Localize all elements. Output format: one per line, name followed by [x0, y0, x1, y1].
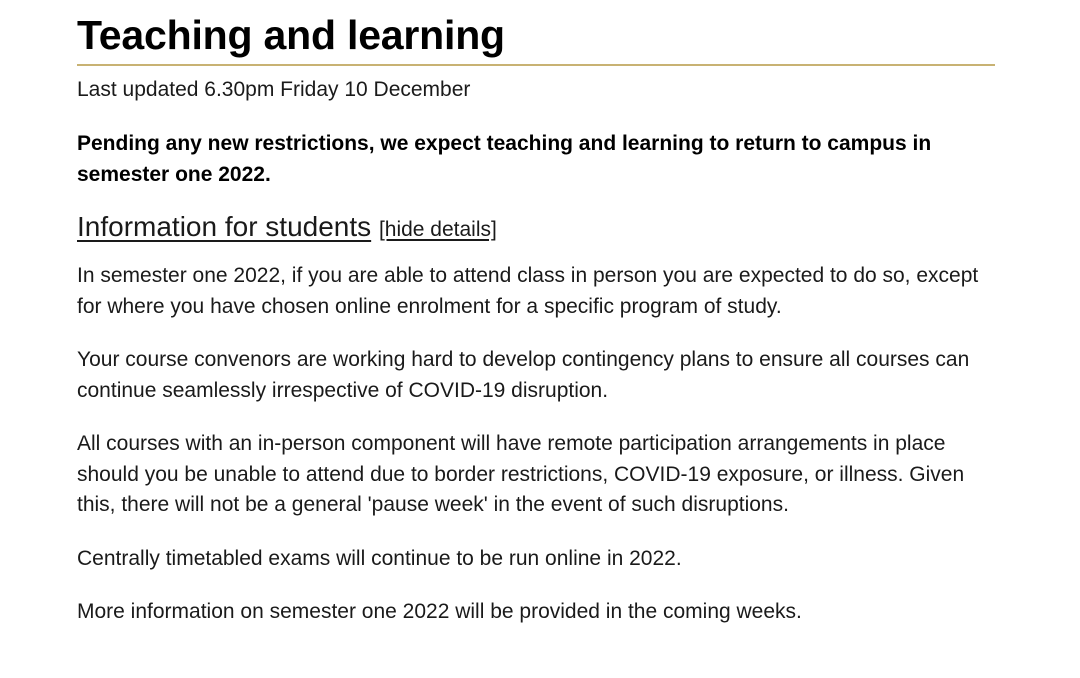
paragraph-remote-participation: All courses with an in-person component will have remote participation arrangements in place should you be unable to attend due to border restrictions, COVID-19 exposure, or illness. Given this, there will not be a general 'pause week' in the event of such disruptions.	[77, 432, 965, 516]
students-section-heading	[77, 210, 995, 247]
hide-details-link[interactable]: [hide details]	[378, 218, 497, 241]
page-content	[77, 0, 995, 628]
section-heading-text: Information for students	[77, 211, 372, 242]
page-title: Teaching and learning	[77, 12, 505, 58]
title-divider	[77, 64, 995, 66]
last-updated-text: Last updated 6.30pm Friday 10 December	[77, 78, 471, 101]
paragraph-more-information: More information on semester one 2022 will be provided in the coming weeks.	[77, 600, 802, 623]
paragraph-attendance: In semester one 2022, if you are able to attend class in person you are expected to do so, except for where you have chosen online enrolment for a specific program of study.	[77, 264, 979, 318]
section-details	[77, 261, 995, 628]
lead-statement: Pending any new restrictions, we expect teaching and learning to return to campus in semester one 2022.	[77, 132, 932, 186]
paragraph-exams: Centrally timetabled exams will continue to be run online in 2022.	[77, 546, 682, 570]
paragraph-contingency: Your course convenors are working hard to develop contingency plans to ensure all courses can continue seamlessly irrespective of COVID-19 disruption.	[77, 348, 970, 402]
